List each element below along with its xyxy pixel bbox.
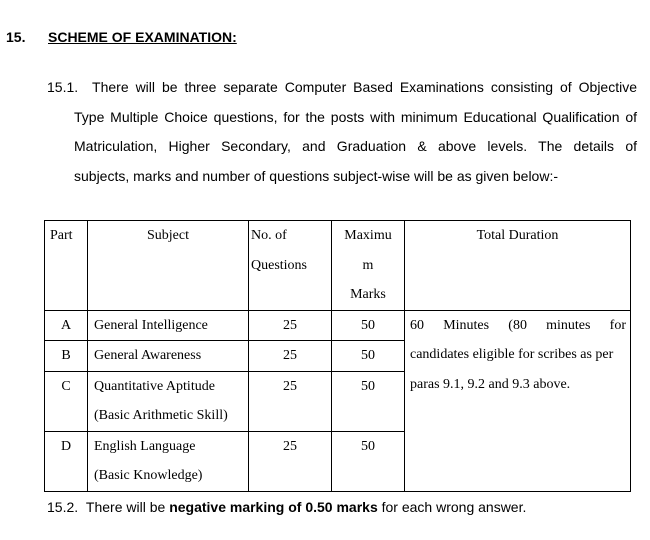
section-number: 15. — [6, 29, 26, 45]
section-heading — [6, 29, 237, 45]
cell-subject: General Intelligence — [88, 310, 249, 341]
cell-marks: 50 — [332, 431, 405, 491]
paragraph-line: Type Multiple Choice questions, for the posts with minimum Educational Qualification of — [74, 108, 637, 125]
header-marks-line: Marks — [350, 287, 386, 302]
subject-line: English Language — [94, 438, 196, 454]
paragraph-text: There will be — [85, 499, 170, 515]
cell-part: B — [45, 341, 88, 372]
header-questions-line: No. of — [251, 228, 287, 243]
cell-part: D — [45, 431, 88, 491]
header-questions — [249, 221, 332, 311]
cell-questions: 25 — [249, 371, 332, 431]
table-header-row — [45, 221, 631, 311]
cell-questions: 25 — [249, 431, 332, 491]
cell-subject — [88, 371, 249, 431]
cell-subject — [88, 431, 249, 491]
paragraph-number: 15.2. — [47, 499, 79, 515]
subject-line: (Basic Knowledge) — [94, 468, 203, 483]
header-questions-line: Questions — [251, 257, 307, 273]
negative-marking-emphasis: negative marking of 0.50 marks — [169, 499, 378, 515]
cell-questions: 25 — [249, 341, 332, 372]
header-marks-line: Maximu — [344, 228, 392, 243]
duration-line: 60 Minutes (80 minutes for — [410, 317, 626, 333]
table-row — [45, 310, 631, 341]
paragraph-15-1 — [47, 73, 637, 191]
cell-subject: General Awareness — [88, 341, 249, 372]
cell-questions: 25 — [249, 310, 332, 341]
duration-line: paras 9.1, 9.2 and 9.3 above. — [410, 376, 571, 392]
subject-line: (Basic Arithmetic Skill) — [94, 408, 228, 423]
header-marks — [332, 221, 405, 311]
paragraph-text: There will be three separate Computer Based Examinations consisting of Objective — [92, 79, 638, 95]
header-subject: Subject — [88, 221, 249, 311]
duration-line: candidates eligible for scribes as per — [410, 347, 614, 362]
section-title: SCHEME OF EXAMINATION: — [48, 29, 237, 45]
paragraph-line — [47, 73, 637, 103]
subject-line: Quantitative Aptitude — [94, 378, 215, 394]
paragraph-number: 15.1. — [47, 79, 79, 95]
header-duration: Total Duration — [405, 221, 631, 311]
paragraph-line: subjects, marks and number of questions subject-wise will be as given below:- — [74, 167, 559, 184]
paragraph-15-2 — [47, 499, 526, 515]
cell-part: A — [45, 310, 88, 341]
cell-part: C — [45, 371, 88, 431]
exam-scheme-table — [44, 220, 631, 492]
header-part: Part — [45, 221, 88, 311]
cell-marks: 50 — [332, 371, 405, 431]
paragraph-line: Matriculation, Higher Secondary, and Graduation & above levels. The details of — [74, 138, 637, 154]
cell-marks: 50 — [332, 310, 405, 341]
cell-total-duration — [405, 310, 631, 491]
cell-marks: 50 — [332, 341, 405, 372]
header-marks-line: m — [362, 257, 374, 273]
paragraph-text: for each wrong answer. — [377, 499, 527, 515]
